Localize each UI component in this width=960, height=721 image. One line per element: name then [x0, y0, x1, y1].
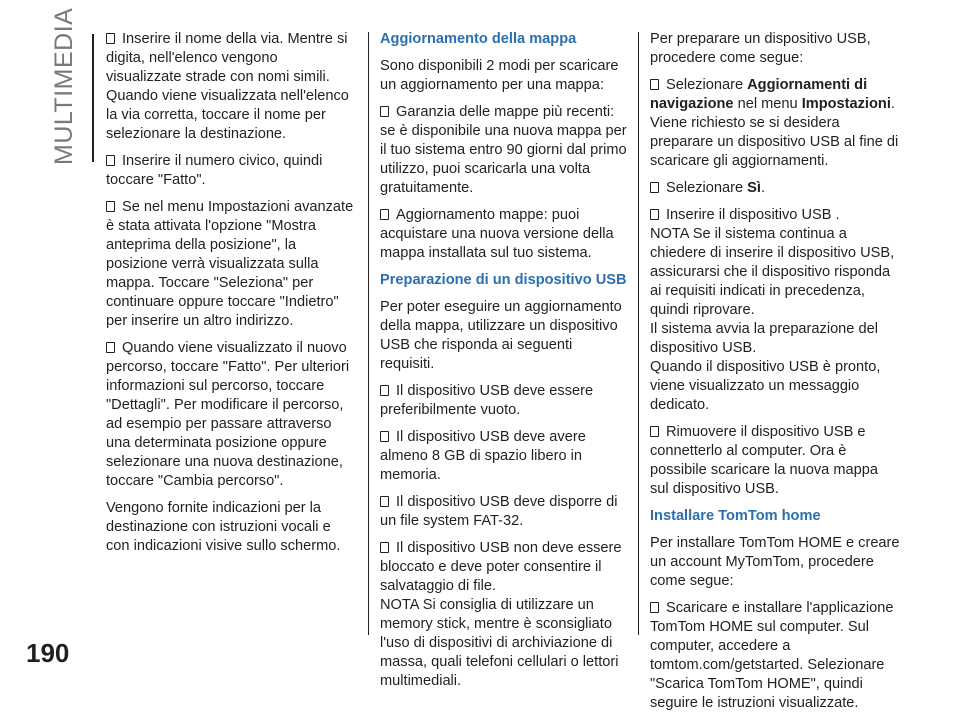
bullet-item	[650, 206, 900, 225]
paragraph: Per preparare un dispositivo USB, procedere come segue:	[650, 31, 871, 66]
bullet-text: Inserire il numero civico, quindi toccare "Fatto".	[106, 153, 323, 188]
bullet-text: Quando viene visualizzato il nuovo percorso, toccare "Fatto". Per ulteriori informazioni sul percorso, toccare "Dettagli". Per modificare il percorso, ad esempio per passare attraverso una determinata posizione oppure selezionare una nuova destinazione, toccare "Cambia percorso".	[106, 340, 350, 489]
section-label: MULTIMEDIA	[50, 7, 78, 165]
bullet-text: .	[760, 180, 765, 196]
bullet-item	[380, 103, 628, 198]
bullet-text: Rimuovere il dispositivo USB e connetterlo al computer. Ora è possibile scaricare la nuova mappa sul dispositivo USB.	[650, 424, 878, 497]
paragraph: Sono disponibili 2 modi per scaricare un aggiornamento per una mappa:	[380, 58, 619, 93]
checkbox-bullet-icon	[106, 201, 115, 212]
checkbox-bullet-icon	[380, 106, 389, 117]
paragraph: Quando il dispositivo USB è pronto, viene visualizzato un messaggio dedicato.	[650, 359, 881, 413]
bullet-text: .	[890, 96, 895, 112]
menu-name: Impostazioni	[801, 96, 891, 112]
bullet-text: nel menu	[733, 96, 802, 112]
paragraph: Per poter eseguire un aggiornamento della mappa, utilizzare un dispositivo USB che risponda ai seguenti requisiti.	[380, 299, 622, 372]
bullet-item	[650, 179, 900, 198]
checkbox-bullet-icon	[650, 209, 659, 220]
bullet-text: Scaricare e installare l'applicazione TomTom HOME sul computer. Sul computer, accedere a tomtom.com/getstarted. Selezionare "Scarica TomTom HOME", quindi seguire le istruzioni visualizzate.	[650, 600, 894, 711]
checkbox-bullet-icon	[380, 496, 389, 507]
checkbox-bullet-icon	[380, 431, 389, 442]
checkbox-bullet-icon	[106, 342, 115, 353]
bullet-item	[380, 493, 628, 531]
bullet-item	[106, 198, 356, 331]
bullet-text: Selezionare	[666, 180, 748, 196]
checkbox-bullet-icon	[650, 426, 659, 437]
column-1	[106, 30, 356, 564]
bullet-item	[650, 599, 900, 713]
checkbox-bullet-icon	[380, 385, 389, 396]
paragraph: Viene richiesto se si desidera preparare un dispositivo USB al fine di scaricare gli aggiornamenti.	[650, 115, 899, 169]
bullet-item	[106, 152, 356, 190]
bullet-text: Inserire il dispositivo USB .	[666, 207, 840, 223]
bullet-item	[380, 206, 628, 263]
bullet-item	[106, 339, 356, 491]
checkbox-bullet-icon	[106, 33, 115, 44]
bullet-text: Garanzia delle mappe più recenti: se è disponibile una nuova mappa per il tuo sistema entro 90 giorni dal primo utilizzo, puoi scaricarla una volta gratuitamente.	[380, 104, 627, 196]
bullet-text: Il dispositivo USB deve essere preferibilmente vuoto.	[380, 383, 594, 418]
bullet-text: Il dispositivo USB non deve essere bloccato e deve poter consentire il salvataggio di file.	[380, 540, 622, 594]
column-divider	[368, 32, 369, 635]
note: NOTA Se il sistema continua a chiedere di inserire il dispositivo USB, assicurarsi che il dispositivo risponda ai requisiti indicati in precedenza, quindi riprovare.	[650, 226, 895, 318]
column-3	[650, 30, 900, 721]
bullet-text: Inserire il nome della via. Mentre si digita, nell'elenco vengono visualizzate strade con nomi simili. Quando viene visualizzata nell'elenco la via corretta, toccare il nome per selezionare la destinazione.	[106, 31, 349, 142]
column-divider	[638, 32, 639, 635]
paragraph: Il sistema avvia la preparazione del dispositivo USB.	[650, 321, 878, 356]
bullet-text: Aggiornamento mappe: puoi acquistare una nuova versione della mappa installata sul tuo sistema.	[380, 207, 614, 261]
column-2	[380, 30, 628, 699]
bullet-item	[650, 76, 900, 114]
paragraph: Per installare TomTom HOME e creare un account MyTomTom, procedere come segue:	[650, 535, 900, 589]
checkbox-bullet-icon	[650, 79, 659, 90]
bullet-text: Se nel menu Impostazioni avanzate è stata attivata l'opzione "Mostra anteprima della posizione", la posizione verrà visualizzata sulla mappa. Toccare "Seleziona" per continuare oppure toccare "Indietro" per inserire un altro indirizzo.	[106, 199, 354, 329]
checkbox-bullet-icon	[650, 602, 659, 613]
bullet-text: Selezionare	[666, 77, 748, 93]
bullet-item	[380, 539, 628, 596]
bullet-item	[106, 30, 356, 144]
menu-option-name: Aggiornamenti di navigazione	[650, 77, 868, 112]
bullet-text: Il dispositivo USB deve disporre di un file system FAT-32.	[380, 494, 618, 529]
page-number: 190	[26, 638, 70, 668]
checkbox-bullet-icon	[106, 155, 115, 166]
section-heading: Installare TomTom home	[650, 508, 821, 524]
paragraph: Vengono fornite indicazioni per la destinazione con istruzioni vocali e con indicazioni visive sullo schermo.	[106, 500, 341, 554]
section-heading: Aggiornamento della mappa	[380, 31, 577, 47]
bullet-item	[380, 428, 628, 485]
section-rule	[92, 34, 94, 162]
checkbox-bullet-icon	[380, 542, 389, 553]
checkbox-bullet-icon	[380, 209, 389, 220]
bullet-item	[650, 423, 900, 499]
section-heading: Preparazione di un dispositivo USB	[380, 272, 627, 288]
note: NOTA Si consiglia di utilizzare un memory stick, mentre è sconsigliato l'uso di dispositivi di archiviazione di massa, quali telefoni cellulari o lettori multimediali.	[380, 597, 619, 689]
bullet-item	[380, 382, 628, 420]
bullet-text: Il dispositivo USB deve avere almeno 8 GB di spazio libero in memoria.	[380, 429, 586, 483]
checkbox-bullet-icon	[650, 182, 659, 193]
option-name: Sì	[747, 180, 761, 196]
